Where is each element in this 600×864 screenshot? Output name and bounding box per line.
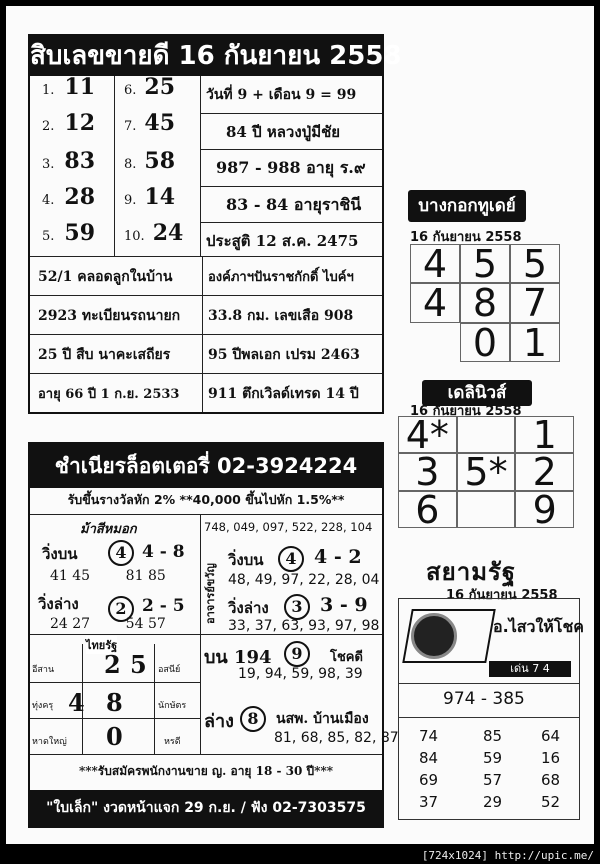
run-down-circle: 2 — [108, 596, 134, 622]
ten-item — [42, 184, 95, 210]
ten-item-value: 25 — [144, 74, 176, 100]
ten-item-value: 59 — [64, 220, 96, 246]
divider — [399, 683, 579, 684]
grid-cell: 1 — [515, 416, 574, 453]
ten-item-number: 5. — [42, 229, 55, 244]
ten-item-value: 83 — [64, 148, 96, 174]
run-down-pair: 3 - 9 — [320, 594, 368, 616]
ten-item — [42, 110, 95, 136]
divider — [30, 256, 382, 257]
siam-rath-number: 37 — [419, 793, 439, 811]
ten-item-value: 11 — [64, 74, 96, 100]
run-up-numbers: 48, 49, 97, 22, 28, 04 — [228, 572, 380, 588]
siam-rath-number: 57 — [483, 771, 503, 789]
ten-item-number: 9. — [124, 193, 137, 208]
run-down-numbers: 24 27 54 57 — [50, 616, 166, 632]
ten-item-value: 28 — [64, 184, 96, 210]
ten-item — [124, 220, 183, 246]
divider — [30, 754, 382, 755]
daily-news-logo: เดลินิวส์ — [422, 380, 532, 406]
siam-rath-pair: 974 - 385 — [443, 689, 525, 709]
ten-item — [42, 220, 95, 246]
grid-cell — [457, 416, 516, 453]
run-up-circle: 4 — [108, 540, 134, 566]
divider — [30, 295, 382, 296]
ten-item-number: 8. — [124, 157, 137, 172]
fact-row: 911 ตึกเวิลด์เทรด 14 ปี — [208, 386, 359, 402]
grid-cell: 4* — [398, 416, 457, 453]
bangkok-grid — [410, 242, 560, 365]
source-logo: ไทยรัฐ — [86, 636, 117, 654]
fact-row: 95 ปีพลเอก เปรม 2463 — [208, 347, 360, 363]
grid-cell — [457, 491, 516, 528]
grid-cell: 5 — [460, 244, 510, 283]
top-ten-box — [28, 34, 402, 414]
run-up-label: วิ่งบน — [228, 551, 264, 569]
grid-cell: 6 — [398, 491, 457, 528]
ten-item — [42, 148, 95, 174]
siam-rath-banner: อ.ไสวให้โชค — [493, 617, 584, 636]
divider — [30, 334, 382, 335]
ten-item — [124, 74, 175, 100]
fact-row: อายุ 66 ปี 1 ก.ย. 2533 — [38, 387, 180, 402]
siam-rath-number: 59 — [483, 749, 503, 767]
region-value: 8 — [106, 688, 123, 717]
number-list: 748, 049, 097, 522, 228, 104 — [204, 520, 373, 534]
grid-cell: 5* — [457, 453, 516, 490]
divider — [200, 149, 382, 150]
divider — [30, 373, 382, 374]
ten-item — [42, 74, 95, 100]
run-down-circle: 3 — [284, 594, 310, 620]
fact-row: 83 - 84 อายุราชินี — [226, 195, 362, 214]
ten-item — [124, 110, 175, 136]
fact-row: 52/1 คลอดลูกในบ้าน — [38, 269, 173, 285]
siam-rath-date: 16 กันยายน 2558 — [446, 588, 558, 603]
siam-rath-number: 74 — [419, 727, 439, 745]
ten-item-number: 7. — [124, 119, 137, 134]
divider — [30, 718, 200, 719]
ten-item — [124, 184, 175, 210]
region-value: 5 — [130, 650, 147, 679]
grid-cell: 5 — [510, 244, 560, 283]
ten-item — [124, 148, 175, 174]
ten-item-value: 24 — [152, 220, 184, 246]
fact-row: 987 - 988 อายุ ร.๙ — [216, 158, 366, 177]
region-label: หาดใหญ่ — [32, 737, 67, 747]
top-circle: 9 — [284, 641, 310, 667]
region-label: ทุ่งครุ — [32, 701, 54, 711]
ten-item-number: 2. — [42, 119, 55, 134]
ten-item-value: 58 — [144, 148, 176, 174]
siam-rath-number: 68 — [541, 771, 561, 789]
ten-item-number: 6. — [124, 83, 137, 98]
run-up-pair: 4 - 2 — [314, 546, 362, 568]
ten-item-value: 14 — [144, 184, 176, 210]
banner-flag-icon — [402, 609, 496, 663]
region-label: อีสาน — [32, 665, 55, 675]
fact-row: องค์ภาฯปันราชกักดิ์ ไบค์ฯ — [208, 270, 354, 285]
grid-cell — [410, 323, 460, 362]
grid-cell: 1 — [510, 323, 560, 362]
daily-news-date: 16 กันยายน 2558 — [410, 404, 522, 419]
divider — [200, 113, 382, 114]
daily-news-grid — [398, 413, 574, 532]
top-ten-title: สิบเลขขายดี 16 กันยายน 2558 — [30, 36, 382, 76]
run-down-numbers: 33, 37, 63, 93, 97, 98 — [228, 618, 380, 634]
run-down-pair: 2 - 5 — [142, 596, 185, 616]
ten-item-number: 3. — [42, 157, 55, 172]
region-tag: อสนีย์ — [158, 665, 181, 675]
divider — [30, 634, 382, 635]
den-label: เด่น 7 4 — [489, 661, 571, 677]
top-numbers: 19, 94, 59, 98, 39 — [238, 666, 363, 682]
siam-rath-panel — [398, 598, 584, 820]
ten-item-value: 12 — [64, 110, 96, 136]
divider — [200, 222, 382, 223]
region-value: 2 — [104, 650, 121, 679]
shop-footer: "ใบเล็ก" งวดหน้าแจก 29 ก.ย. / ฟัง 02-7303575 — [30, 790, 382, 826]
top-tag: โชคดี — [330, 650, 363, 665]
grid-cell: 7 — [510, 283, 560, 322]
grid-cell: 0 — [460, 323, 510, 362]
divider — [399, 717, 579, 718]
source-logo: ม้าสีหมอก — [80, 522, 137, 537]
divider — [30, 682, 200, 683]
ten-item-value: 45 — [144, 110, 176, 136]
siam-rath-number: 29 — [483, 793, 503, 811]
document-page — [6, 6, 594, 844]
bangkok-today-logo: บางกอกทูเดย์ — [408, 190, 526, 222]
run-down-label: วิ่งล่าง — [228, 599, 269, 617]
siam-rath-number: 85 — [483, 727, 503, 745]
lottery-shop-box — [28, 442, 399, 828]
bangkok-date: 16 กันยายน 2558 — [410, 230, 522, 245]
region-tag: นักษัตร — [158, 701, 187, 711]
low-circle: 8 — [240, 706, 266, 732]
fact-row: 84 ปี หลวงปู่มีชัย — [226, 123, 341, 141]
fact-row: 33.8 กม. เลขเสือ 908 — [208, 308, 354, 324]
siam-rath-number: 84 — [419, 749, 439, 767]
divider — [30, 514, 382, 515]
run-up-numbers: 41 45 81 85 — [50, 568, 166, 584]
low-tag: นสพ. บ้านเมือง — [276, 711, 369, 727]
divider — [200, 76, 201, 256]
grid-cell: 8 — [460, 283, 510, 322]
vertical-label: อาจารย์ขวัญ — [204, 563, 217, 624]
run-up-pair: 4 - 8 — [142, 542, 185, 562]
siam-rath-number: 52 — [541, 793, 561, 811]
ten-item-number: 1. — [42, 83, 55, 98]
shop-title: ชำเนียรล็อตเตอรี่ 02-3924224 — [30, 444, 382, 488]
fact-row: 25 ปี สืบ นาคะเสถียร — [38, 347, 171, 363]
region-value: 0 — [106, 722, 123, 751]
region-value: 4 — [68, 688, 85, 717]
grid-cell: 2 — [515, 453, 574, 490]
grid-cell: 4 — [410, 244, 460, 283]
divider — [200, 186, 382, 187]
run-up-circle: 4 — [278, 546, 304, 572]
low-prefix: ล่าง — [204, 711, 234, 732]
grid-cell: 4 — [410, 283, 460, 322]
run-up-label: วิ่งบน — [42, 545, 78, 563]
ten-item-number: 10. — [124, 229, 145, 244]
shop-subtitle: รับขึ้นรางวัลหัก 2% **40,000 ขึ้นไปหัก 1.5%** — [67, 492, 345, 507]
fact-row: 2923 ทะเบียนรถนายก — [38, 308, 181, 324]
divider — [154, 644, 155, 754]
run-down-label: วิ่งล่าง — [38, 595, 79, 613]
watermark-url: [724x1024] http://upic.me/ — [421, 849, 594, 862]
siam-rath-logo: สยามรัฐ — [426, 557, 517, 586]
siam-rath-number: 16 — [541, 749, 561, 767]
siam-rath-number: 69 — [419, 771, 439, 789]
ten-item-number: 4. — [42, 193, 55, 208]
recruit-note: ***รับสมัครพนักงานขาย ญ. อายุ 18 - 30 ปี*** — [78, 764, 333, 778]
fact-row: ประสูติ 12 ส.ค. 2475 — [206, 232, 359, 250]
fact-row: วันที่ 9 + เดือน 9 = 99 — [206, 87, 357, 103]
grid-cell: 9 — [515, 491, 574, 528]
grid-cell: 3 — [398, 453, 457, 490]
region-tag: หรดี — [164, 737, 181, 747]
low-numbers: 81, 68, 85, 82, 87 — [274, 730, 399, 746]
divider — [114, 76, 115, 256]
siam-rath-number: 64 — [541, 727, 561, 745]
top-prefix: บน 194 — [204, 647, 272, 668]
